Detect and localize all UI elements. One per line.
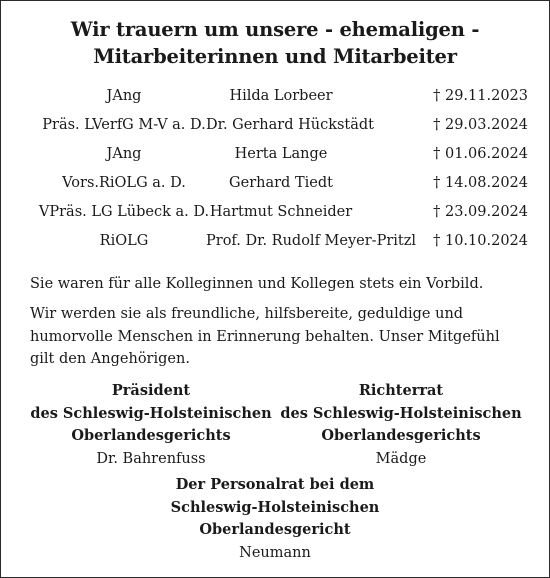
signatory-name: Mädge: [375, 450, 427, 467]
deceased-row: [0, 117, 550, 141]
signatory-name: Dr. Bahrenfuss: [96, 450, 206, 467]
deceased-row: [0, 175, 550, 199]
deceased-date: † 29.03.2024: [433, 117, 528, 133]
signature-line: Oberlandesgerichts: [71, 427, 231, 444]
deceased-row: [0, 204, 550, 228]
signature-line: des Schleswig-Holsteinischen: [30, 404, 272, 422]
deceased-name: Gerhard Tiedt: [229, 175, 333, 191]
deceased-title: Präs. LVerfG M-V a. D.: [42, 117, 206, 133]
signature-judges-council: [270, 380, 532, 470]
signature-line: Schleswig-Holsteinischen: [170, 498, 380, 516]
signatory-name: Neumann: [239, 544, 311, 561]
deceased-row: [0, 146, 550, 170]
signature-line: Richterrat: [358, 382, 444, 399]
deceased-row: [0, 233, 550, 257]
deceased-date: † 10.10.2024: [433, 233, 528, 249]
deceased-row: [0, 88, 550, 112]
signature-line: Oberlandesgericht: [199, 521, 351, 538]
deceased-name: Herta Lange: [234, 146, 328, 162]
condolence-paragraph: Wir werden sie als freundliche, hilfsbereite, geduldige und humorvolle Menschen in Erinnerung behalten. Unser Mitgefühl gilt den Angehörigen.: [30, 306, 500, 367]
signature-staff-council: [120, 474, 430, 564]
deceased-date: † 01.06.2024: [433, 146, 528, 162]
deceased-name: Hartmut Schneider: [209, 204, 353, 220]
signature-president: [20, 380, 282, 470]
deceased-title: JAng: [106, 88, 142, 104]
deceased-name: Prof. Dr. Rudolf Meyer-Pritzl: [206, 233, 417, 249]
deceased-name: Dr. Gerhard Hückstädt: [206, 117, 374, 133]
signature-line: Der Personalrat bei dem: [175, 476, 375, 493]
deceased-date: † 23.09.2024: [433, 204, 528, 220]
deceased-title: RiOLG: [99, 233, 149, 249]
signature-line: Präsident: [111, 382, 191, 399]
deceased-title: Vors.RiOLG a. D.: [62, 175, 186, 191]
signature-line: Oberlandesgerichts: [321, 427, 481, 444]
deceased-title: VPräs. LG Lübeck a. D.: [38, 204, 210, 220]
tribute-paragraph: Sie waren für alle Kolleginnen und Kollegen stets ein Vorbild.: [30, 276, 484, 292]
heading-line-2: Mitarbeiterinnen und Mitarbeiter: [93, 45, 457, 68]
deceased-date: † 14.08.2024: [433, 175, 528, 191]
deceased-name: Hilda Lorbeer: [229, 88, 333, 104]
heading-line-1: Wir trauern um unsere - ehemaligen -: [70, 18, 480, 41]
deceased-title: JAng: [106, 146, 142, 162]
deceased-date: † 29.11.2023: [433, 88, 528, 104]
signature-line: des Schleswig-Holsteinischen: [280, 404, 522, 422]
